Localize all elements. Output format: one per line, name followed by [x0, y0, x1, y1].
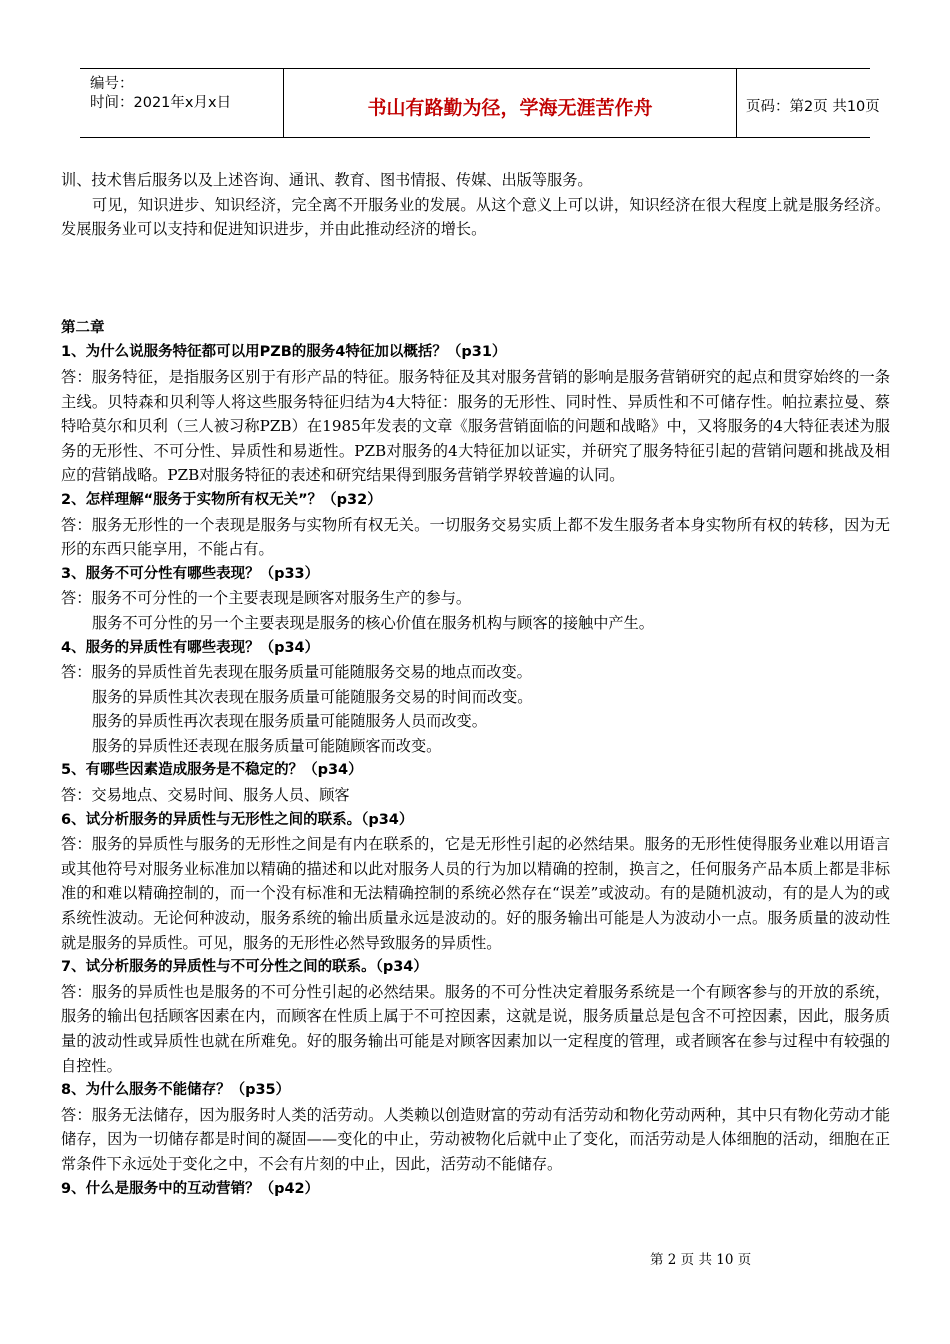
- answer-paragraph: 答：服务特征，是指服务区别于有形产品的特征。服务特征及其对服务营销的影响是服务营销研究的起点和贯穿始终的一条主线。贝特森和贝利等人将这些服务特征归结为4大特征：服务的无形性、同时性、异质性和不可储存性。帕拉素拉曼、蔡特哈莫尔和贝利（三人被习称PZB）在1985年发表的文章《服务营销面临的问题和战略》中，又将服务的4大特征表述为服务的无形性、不可分性、异质性和易逝性。PZB对服务的4大特征加以证实，并研究了服务特征引起的营销问题和挑战及相应的营销战略。PZB对服务特征的表述和研究结果得到服务营销学界较普遍的认同。: [61, 367, 890, 485]
- page-header: [80, 68, 880, 138]
- question-heading: 3、服务不可分性有哪些表现？（p33）: [61, 565, 320, 582]
- answer-paragraph: 服务不可分性的另一个主要表现是服务的核心价值在服务机构与顾客的接触中产生。: [92, 613, 654, 632]
- header-meta-cell: [80, 69, 283, 137]
- motto-text: 书山有路勤为径，学海无涯苦作舟: [367, 97, 653, 119]
- answer-paragraph: 服务的异质性再次表现在服务质量可能随服务人员而改变。: [92, 712, 487, 731]
- answer-paragraph: 答：服务的异质性首先表现在服务质量可能随服务交易的地点而改变。: [61, 663, 532, 682]
- answer-paragraph: 答：服务不可分性的一个主要表现是顾客对服务生产的参与。: [61, 589, 472, 608]
- question-heading: 4、服务的异质性有哪些表现？（p34）: [61, 639, 320, 656]
- paragraph: 可见，知识进步、知识经济，完全离不开服务业的发展。从这个意义上可以讲，知识经济在很大程度上就是服务经济。发展服务业可以支持和促进知识进步，并由此推动经济的增长。: [61, 195, 890, 239]
- question-heading: 2、怎样理解“服务于实物所有权无关”？（p32）: [61, 491, 382, 508]
- answer-paragraph: 答：服务无形性的一个表现是服务与实物所有权无关。一切服务交易实质上都不发生服务者本身实物所有权的转移，因为无形的东西只能享用，不能占有。: [61, 515, 890, 559]
- question-heading: 9、什么是服务中的互动营销？（p42）: [61, 1180, 320, 1197]
- page-footer: 第 2 页 共 10 页: [650, 1252, 752, 1268]
- answer-paragraph: 答：服务的异质性也是服务的不可分性引起的必然结果。服务的不可分性决定着服务系统是一个有顾客参与的开放的系统，服务的输出包括顾客因素在内，而顾客在性质上属于不可控因素，这就是说，服务质量总是包含不可控因素，因此，服务质量的波动性或异质性也就在所难免。好的服务输出可能是对顾客因素加以一定程度的管理，或者顾客在参与过程中有较强的自控性。: [61, 982, 890, 1075]
- question-heading: 5、有哪些因素造成服务是不稳定的？（p34）: [61, 762, 363, 779]
- question-heading: 1、为什么说服务特征都可以用PZB的服务4特征加以概括？（p31）: [61, 344, 507, 361]
- answer-paragraph: 答：交易地点、交易时间、服务人员、顾客: [61, 786, 350, 805]
- paragraph: 训、技术售后服务以及上述咨询、通讯、教育、图书情报、传媒、出版等服务。: [61, 171, 593, 189]
- answer-paragraph: 服务的异质性还表现在服务质量可能随顾客而改变。: [92, 736, 442, 755]
- spacer: [61, 242, 890, 316]
- chapter-heading: 第二章: [61, 319, 105, 336]
- question-heading: 8、为什么服务不能储存？（p35）: [61, 1082, 291, 1099]
- page-number-label: 页码：第2页 共10页: [746, 99, 880, 115]
- header-page-cell: [736, 69, 880, 137]
- document-body: [61, 168, 890, 1201]
- question-heading: 6、试分析服务的异质性与无形性之间的联系。（p34）: [61, 811, 414, 828]
- answer-paragraph: 服务的异质性其次表现在服务质量可能随服务交易的时间而改变。: [92, 687, 533, 706]
- header-motto-cell: [283, 69, 737, 137]
- question-heading: 7、试分析服务的异质性与不可分性之间的联系。（p34）: [61, 959, 428, 976]
- answer-paragraph: 答：服务无法储存，因为服务时人类的活劳动。人类赖以创造财富的劳动有活劳动和物化劳动两种，其中只有物化劳动才能储存，因为一切储存都是时间的凝固——变化的中止，劳动被物化后就中止了变化，而活劳动是人体细胞的活动，细胞在正常条件下永远处于变化之中，不会有片刻的中止，因此，活劳动不能储存。: [61, 1105, 890, 1173]
- answer-paragraph: 答：服务的异质性与服务的无形性之间是有内在联系的，它是无形性引起的必然结果。服务的无形性使得服务业难以用语言或其他符号对服务业标准加以精确的描述和以此对服务人员的行为加以精确的控制，换言之，任何服务产品本质上都是非标准的和难以精确控制的，而一个没有标准和无法精确控制的系统必然存在“误差”或波动。有的是随机波动，有的是人为的或系统性波动。无论何种波动，服务系统的输出质量永远是波动的。好的服务输出可能是人为波动小一点。服务质量的波动性就是服务的异质性。可见，服务的无形性必然导致服务的异质性。: [61, 835, 890, 952]
- number-label: 编号：: [90, 76, 134, 92]
- time-label: 时间：2021年x月x日: [90, 95, 232, 111]
